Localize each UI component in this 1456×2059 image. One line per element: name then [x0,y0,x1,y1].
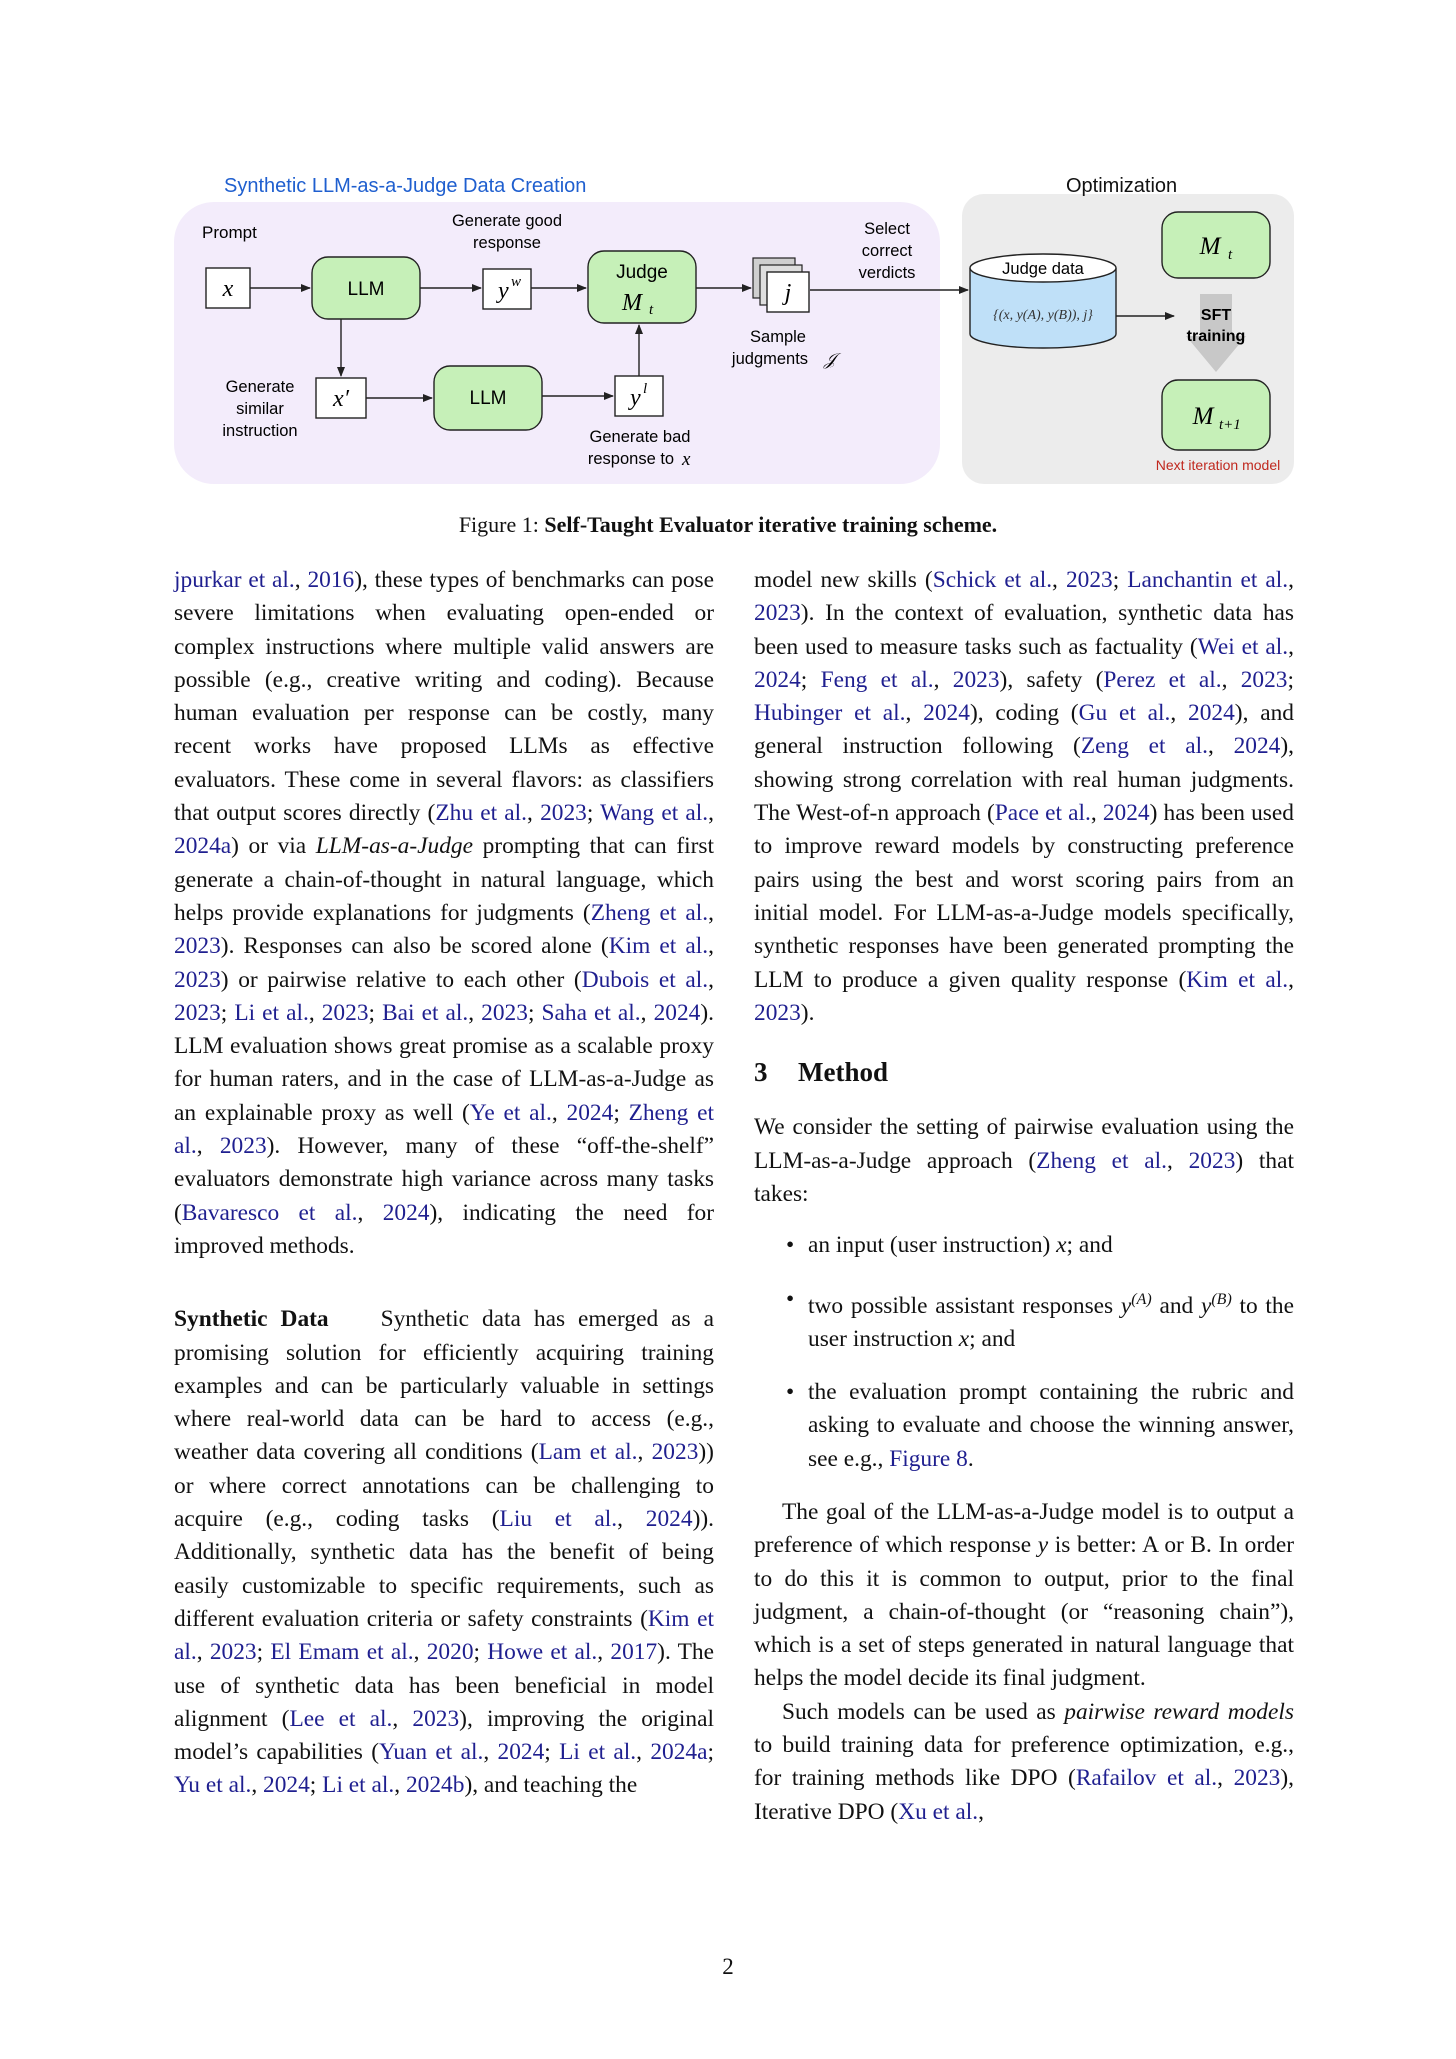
citation-link[interactable]: El Emam et al. [270,1639,414,1666]
citation-year-link[interactable]: 2023 [219,1133,267,1160]
j-box: j [784,280,792,306]
llm-label-2: LLM [469,388,507,409]
citation-year-link[interactable]: 2024 [923,700,970,727]
yw-base: y [498,278,509,304]
emphasis-term: LLM-as-a-Judge [315,833,473,860]
citation-link[interactable]: Perez et al. [1103,666,1222,693]
judge-m: M [622,290,642,316]
caption-text: Self-Taught Evaluator iterative training scheme. [544,512,998,537]
citation-year-link[interactable]: 2023 [174,933,221,960]
citation-link[interactable]: Li et al. [322,1772,395,1799]
llm-label-1: LLM [347,279,385,300]
right-column [754,564,1294,1829]
citation-link[interactable]: Rafailov et al. [1075,1765,1218,1792]
citation-year-link[interactable]: 2016 [307,567,355,593]
citation-link[interactable]: Yu et al. [174,1772,252,1799]
yl-base: y [630,385,641,411]
mt-t: t [1228,247,1233,263]
gen-bad-label-1: Generate bad [589,428,691,446]
citation-year-link[interactable]: 2024 [1102,800,1150,827]
citation-year-link[interactable]: 2023 [174,966,221,993]
yw-sup: w [511,274,522,290]
citation-link[interactable]: Wang et al. [600,800,709,827]
judge-data-formula: {(x, y(A), y(B)), j} [993,308,1093,323]
citation-year-link[interactable]: 2024 [653,999,701,1026]
gen-bad-x: x [682,449,691,470]
citation-year-link[interactable]: 2024 [382,1199,430,1226]
sft-label-1: SFT [1200,307,1232,324]
list-item: • two possible assistant responses $y^{(A)}$ and $y^{(B)}$ to the user instruction x; and [754,1283,1294,1356]
citation-link[interactable]: Kim et al. [1186,966,1289,993]
judge-data-label: Judge data [1002,260,1084,278]
citation-year-link[interactable]: 2023 [321,999,369,1026]
left-paragraph-synthetic-data: Synthetic Data Synthetic data has emerged as a promising solution for efficiently acquiring training examples and can be particularly valuable in settings where real-world data can be hard to access (e.g., weather data covering all conditions (Lam et al., 2023)) or where correct annotations can be challenging to acquire (e.g., coding tasks (Liu et al., 2024)). Additionally, synthetic data has the benefit of being easily customizable to specific requirements, such as different evaluation criteria or safety constraints (Kim et al., 2023; El Emam et al., 2020; Howe et al., 2017). The use of synthetic data has been beneficial in model alignment (Lee et al., 2023), improving the original model’s capabilities (Yuan et al., 2024; Li et al., 2024a; Yu et al., 2024; Li et al., 2024b), and teaching the [174,1306,715,1799]
mt1-sub: t+1 [1219,417,1241,433]
next-model-label: Next iteration model [1155,457,1281,473]
right-paragraph-3: The goal of the LLM-as-a-Judge model is to output a preference of which response y is better: A or B. In order to do this it is common to output, prior to the final judgment, a chain-of-thought (or “reasoning chain”), which is a set of steps generated in natural language that helps the model decide its final judgment. [754,1498,1294,1692]
figure-caption [0,512,1456,538]
citation-year-link[interactable]: 2024b [405,1772,465,1799]
citation-year-link[interactable]: 2023 [1065,567,1113,593]
citation-year-link[interactable]: 2024 [645,1506,693,1533]
right-paragraph-4: Such models can be used as pairwise reward models to build training data for preference optimization, e.g., for training methods like DPO (Rafailov et al., 2023), Iterative DPO (Xu et al., [754,1698,1294,1825]
citation-year-link[interactable]: 2023 [952,666,1000,693]
citation-year-link[interactable]: 2023 [209,1639,257,1666]
citation-year-link[interactable]: 2023 [412,1705,460,1732]
gen-good-label-2: response [473,234,541,252]
citation-link[interactable]: jpurkar et al. [174,567,295,593]
citation-link[interactable]: Zheng et al. [1036,1147,1168,1174]
citation-year-link[interactable]: 2024 [754,666,801,693]
citation-year-link[interactable]: 2024 [566,1099,614,1126]
emphasis-term: pairwise reward models [1064,1698,1294,1725]
select-label-2: correct [861,242,913,260]
section-title: Method [798,1057,888,1088]
citation-link[interactable]: Lanchantin et al. [1127,567,1289,593]
citation-year-link[interactable]: 2023 [481,999,528,1026]
yl-sup: l [643,381,648,397]
citation-year-link[interactable]: 2024 [1233,733,1281,760]
citation-link[interactable]: Lee et al. [289,1705,393,1732]
figure-8-link[interactable]: Figure 8 [889,1445,968,1472]
citation-link[interactable]: Hubinger et al. [754,700,906,727]
right-paragraph-1: model new skills (Schick et al., 2023; Lanchantin et al., 2023). In the context of evaluation, synthetic data has been used to measure tasks such as factuality (Wei et al., 2024; Feng et al., 2023), safety (Perez et al., 2023; Hubinger et al., 2024), coding (Gu et al., 2024), and general instruction following (Zeng et al., 2024), showing strong correlation with real human judgments. The West-of-n approach (Pace et al., 2024) has been used to improve reward models by constructing preference pairs using the best and worst scoring pairs from an initial model. For LLM-as-a-Judge models specifically, synthetic responses have been generated prompting the LLM to produce a given quality response (Kim et al., 2023). [754,567,1295,1026]
citation-year-link[interactable]: 2020 [426,1639,474,1666]
section-heading [754,1056,1294,1089]
citation-year-link[interactable]: 2024a [650,1739,708,1766]
gen-sim-label-1: Generate [225,378,295,396]
citation-year-link[interactable]: 2023 [174,999,221,1026]
left-paragraph-1: jpurkar et al., 2016), these types of benchmarks can pose severe limitations when evaluating open-ended or complex instructions where multiple valid answers are possible (e.g., creative writing and coding). Because human evaluation per response can be costly, many recent works have proposed LLMs as effective evaluators. These come in several flavors: as classifiers that output scores directly (Zhu et al., 2023; Wang et al., 2024a) or via LLM-as-a-Judge prompting that can first generate a chain-of-thought in natural language, which helps provide explanations for judgments (Zheng et al., 2023). Responses can also be scored alone (Kim et al., 2023) or pairwise relative to each other (Dubois et al., 2023; Li et al., 2023; Bai et al., 2023; Saha et al., 2024). LLM evaluation shows great promise as a scalable proxy for human raters, and in the case of LLM-as-a-Judge as an explainable proxy as well (Ye et al., 2024; Zheng et al., 2023). However, many of these “off-the-shelf” evaluators demonstrate high variance across many tasks (Bavaresco et al., 2024), indicating the need for improved methods. [174,567,714,1259]
citation-link[interactable]: Schick et al. [932,567,1053,593]
training-scheme-diagram [170,168,1300,488]
select-label-1: Select [864,220,910,238]
citation-link[interactable]: Zheng et al. [174,1099,714,1160]
gen-sim-label-3: instruction [222,422,298,440]
sft-label-2: training [1186,328,1246,345]
model-mt1-node [1162,380,1270,450]
citation-link[interactable]: Yuan et al. [379,1739,484,1766]
citation-link[interactable]: Bai et al. [382,999,469,1026]
select-label-3: verdicts [858,264,916,282]
citation-year-link[interactable]: 2023 [754,600,801,627]
paragraph-heading: Synthetic Data [174,1306,329,1333]
citation-link[interactable]: Bavaresco et al. [181,1199,358,1226]
citation-link[interactable]: Zheng et al. [590,899,709,926]
judge-t: t [649,302,654,318]
citation-link[interactable]: Ye et al. [469,1099,552,1126]
citation-link[interactable]: Zeng et al. [1080,733,1208,760]
gen-good-label-1: Generate good [451,212,563,230]
citation-link[interactable]: Kim et al. [174,1605,714,1666]
citation-link[interactable]: Kim et al. [608,933,709,960]
sample-j: 𝒥 [824,350,836,369]
citation-link[interactable]: Liu et al. [499,1506,618,1533]
judge-label: Judge [616,262,668,283]
citation-year-link[interactable]: 2017 [610,1639,658,1666]
citation-link[interactable]: Pace et al. [994,800,1091,827]
citation-link[interactable]: Gu et al. [1078,700,1171,727]
citation-year-link[interactable]: 2024 [497,1739,545,1766]
citation-year-link[interactable]: 2023 [651,1439,699,1466]
gen-sim-label-2: similar [236,400,284,418]
citation-link[interactable]: Feng et al. [820,666,934,693]
citation-link[interactable]: Howe et al. [487,1639,598,1666]
citation-year-link[interactable]: 2023 [1233,1765,1281,1792]
citation-year-link[interactable]: 2023 [754,999,801,1026]
left-column [174,564,714,1803]
xprime-box: x′ [333,386,349,412]
mt1-m: M [1192,403,1214,430]
sample-label-1: Sample [750,328,806,346]
figure-1-diagram [170,168,1300,488]
gen-bad-label-2: response to [587,450,675,468]
prompt-label: Prompt [202,223,257,242]
right-paragraph-2: We consider the setting of pairwise evaluation using the LLM-as-a-Judge approach (Zheng et al., 2023) that takes: [754,1114,1294,1208]
optimization-title: Optimization [1066,175,1178,197]
input-list [754,1229,1294,1476]
citation-year-link[interactable]: 2024a [174,833,232,860]
citation-link[interactable]: Wei et al. [1197,633,1289,660]
citation-link[interactable]: Saha et al. [541,999,641,1026]
citation-year-link[interactable]: 2023 [540,800,587,827]
sample-label-2: judgments [731,350,809,368]
mt-m: M [1199,233,1221,260]
caption-prefix: Figure 1: [458,512,545,537]
citation-link[interactable]: Lam et al. [538,1439,638,1466]
list-item: • the evaluation prompt containing the rubric and asking to evaluate and choose the winning answer, see e.g., Figure 8. [754,1376,1294,1476]
citation-year-link[interactable]: 2024 [263,1772,310,1799]
citation-year-link[interactable]: 2023 [1188,1147,1236,1174]
citation-link[interactable]: Li et al. [234,999,309,1026]
synthetic-panel-title: Synthetic LLM-as-a-Judge Data Creation [224,175,587,197]
citation-link[interactable]: Li et al. [559,1739,637,1766]
citation-year-link[interactable]: 2024 [1188,700,1235,727]
synthetic-panel [174,202,940,484]
citation-link[interactable]: Dubois et al. [581,966,709,993]
citation-link[interactable]: Zhu et al. [435,800,528,827]
x-box: x [222,276,234,302]
citation-year-link[interactable]: 2023 [1240,666,1288,693]
list-item: • an input (user instruction) x; and [754,1229,1294,1262]
page-number: 2 [722,1954,734,1979]
citation-link[interactable]: Xu et al. [898,1798,979,1825]
section-number: 3 [754,1057,768,1088]
